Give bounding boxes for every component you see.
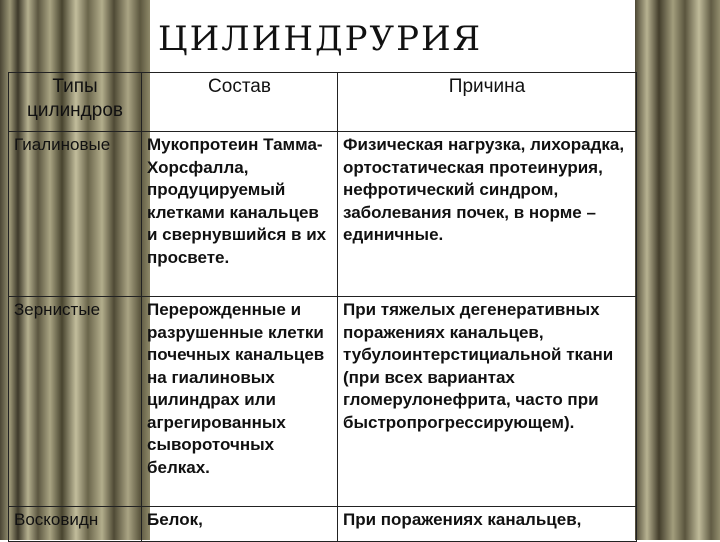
right-decorative-border: [635, 0, 720, 540]
table-row: [9, 132, 637, 297]
table-row: [9, 297, 637, 507]
header-cause: Причина: [338, 73, 637, 132]
cell-composition: Перерожденные и разрушенные клетки почечных канальцев на гиалиновых цилиндрах или агрегированных сывороточных белках.: [142, 297, 338, 507]
cell-cause: Физическая нагрузка, лихорадка, ортостатическая протеинурия, нефротический синдром, заболевания почек, в норме – единичные.: [338, 132, 637, 297]
cell-cause: При поражениях канальцев,: [338, 507, 637, 542]
cell-type: Гиалиновые: [9, 132, 142, 297]
header-cast-types: Типы цилиндров: [9, 73, 142, 132]
cell-type: Восковидн: [9, 507, 142, 542]
casts-table: [8, 72, 637, 542]
table-header-row: [9, 73, 637, 132]
cell-composition: Мукопротеин Тамма-Хорсфалла, продуцируемый клетками канальцев и свернувшийся в их просвете.: [142, 132, 338, 297]
slide-title: ЦИЛИНДРУРИЯ: [158, 19, 483, 59]
table-row: [9, 507, 637, 542]
cell-composition: Белок,: [142, 507, 338, 542]
cell-cause: При тяжелых дегенеративных поражениях канальцев, тубулоинтерстициальной ткани (при всех вариантах гломерулонефрита, часто при быстропрогрессирующем).: [338, 297, 637, 507]
cell-type: Зернистые: [9, 297, 142, 507]
header-composition: Состав: [142, 73, 338, 132]
